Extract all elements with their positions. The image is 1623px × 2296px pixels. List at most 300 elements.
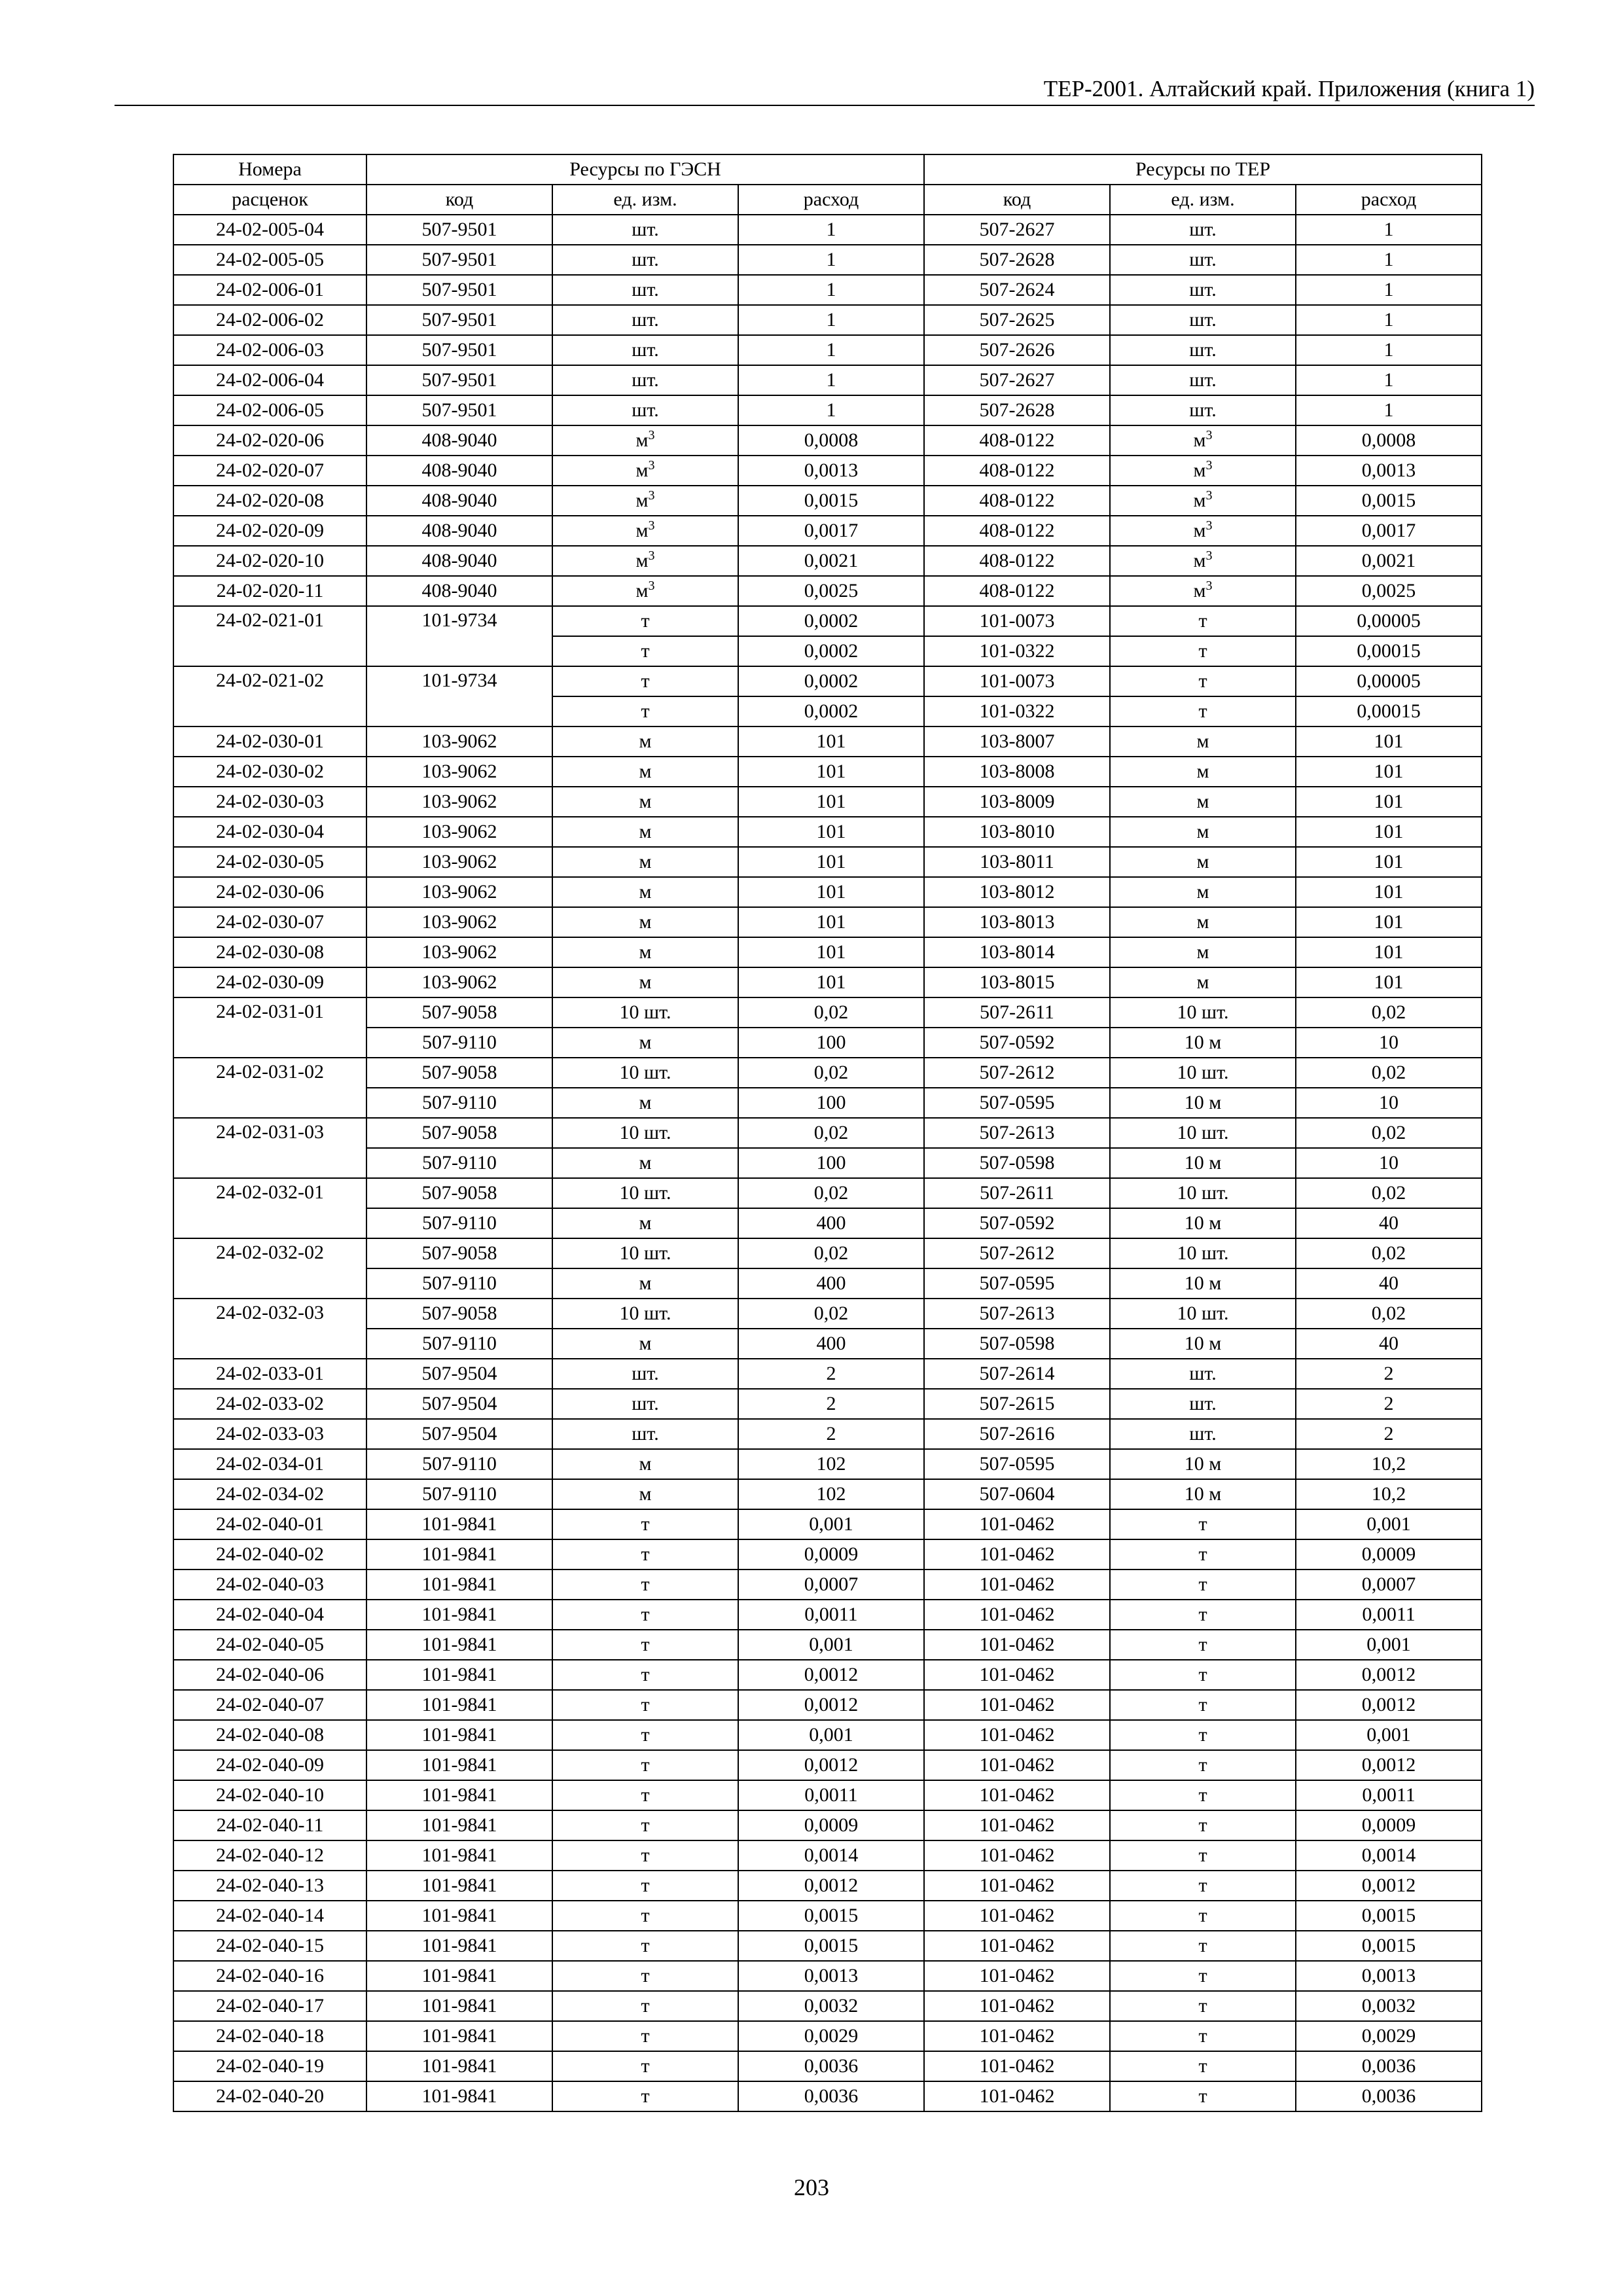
table-row	[173, 1419, 1482, 1449]
rate-number-cell: 24-02-020-11	[173, 576, 366, 606]
ter-unit-cell: т	[1110, 1931, 1296, 1961]
gesn-code-cell: 507-9110	[366, 1268, 552, 1299]
gesn-unit-cell: т	[552, 636, 738, 666]
gesn-unit-cell: т	[552, 696, 738, 726]
gesn-qty-cell: 0,02	[738, 1118, 924, 1148]
ter-code-cell: 101-0462	[924, 1840, 1110, 1871]
ter-qty-cell: 0,0012	[1296, 1690, 1482, 1720]
gesn-qty-cell: 101	[738, 907, 924, 937]
table-row	[173, 456, 1482, 486]
ter-unit-cell: т	[1110, 1901, 1296, 1931]
gesn-unit-cell: $м^3$	[552, 546, 738, 576]
table-row	[173, 275, 1482, 305]
table-row	[173, 2021, 1482, 2051]
gesn-qty-cell: 0,0002	[738, 666, 924, 696]
gesn-unit-cell: м	[552, 757, 738, 787]
gesn-code-cell: 507-9501	[366, 215, 552, 245]
ter-unit-cell: т	[1110, 696, 1296, 726]
ter-unit-cell: 10 шт.	[1110, 1118, 1296, 1148]
rate-number-cell: 24-02-030-03	[173, 787, 366, 817]
rate-number-cell: 24-02-021-01	[173, 606, 366, 666]
gesn-code-cell: 507-9110	[366, 1329, 552, 1359]
table-row	[173, 1118, 1482, 1148]
ter-code-cell: 408-0122	[924, 456, 1110, 486]
ter-qty-cell: 0,00015	[1296, 636, 1482, 666]
gesn-qty-cell: 2	[738, 1419, 924, 1449]
header-ter-code: код	[924, 185, 1110, 215]
table-row	[173, 1268, 1482, 1299]
ter-unit-cell: шт.	[1110, 245, 1296, 275]
ter-code-cell: 507-2613	[924, 1118, 1110, 1148]
ter-unit-cell: шт.	[1110, 275, 1296, 305]
gesn-qty-cell: 0,0015	[738, 1901, 924, 1931]
gesn-unit-cell: 10 шт.	[552, 1118, 738, 1148]
rate-number-cell: 24-02-040-08	[173, 1720, 366, 1750]
gesn-qty-cell: 0,02	[738, 1238, 924, 1268]
ter-unit-cell: м	[1110, 817, 1296, 847]
gesn-qty-cell: 0,0011	[738, 1780, 924, 1810]
table-row	[173, 2081, 1482, 2111]
gesn-unit-cell: т	[552, 2021, 738, 2051]
gesn-code-cell: 507-9501	[366, 365, 552, 395]
table-row	[173, 516, 1482, 546]
gesn-unit-cell: м	[552, 1028, 738, 1058]
ter-qty-cell: 10,2	[1296, 1449, 1482, 1479]
ter-code-cell: 103-8011	[924, 847, 1110, 877]
ter-qty-cell: 0,0029	[1296, 2021, 1482, 2051]
table-header-row-1	[173, 154, 1482, 185]
ter-code-cell: 101-0462	[924, 1901, 1110, 1931]
ter-code-cell: 101-0462	[924, 1570, 1110, 1600]
gesn-qty-cell: 0,0011	[738, 1600, 924, 1630]
gesn-code-cell: 408-9040	[366, 546, 552, 576]
gesn-qty-cell: 1	[738, 335, 924, 365]
table-row	[173, 1178, 1482, 1208]
table-row	[173, 1931, 1482, 1961]
ter-code-cell: 101-0462	[924, 1509, 1110, 1539]
ter-code-cell: 101-0322	[924, 696, 1110, 726]
header-ter-qty: расход	[1296, 185, 1482, 215]
ter-unit-cell: т	[1110, 1600, 1296, 1630]
gesn-unit-cell: т	[552, 1570, 738, 1600]
gesn-qty-cell: 0,0002	[738, 606, 924, 636]
gesn-unit-cell: т	[552, 1539, 738, 1570]
gesn-code-cell: 101-9841	[366, 1539, 552, 1570]
rate-number-cell: 24-02-020-08	[173, 486, 366, 516]
ter-unit-cell: $м^3$	[1110, 486, 1296, 516]
gesn-code-cell: 101-9841	[366, 1871, 552, 1901]
ter-code-cell: 507-2616	[924, 1419, 1110, 1449]
gesn-unit-cell: т	[552, 1901, 738, 1931]
table-row	[173, 1449, 1482, 1479]
ter-unit-cell: $м^3$	[1110, 456, 1296, 486]
ter-unit-cell: т	[1110, 2051, 1296, 2081]
gesn-unit-cell: т	[552, 2081, 738, 2111]
ter-qty-cell: 0,0032	[1296, 1991, 1482, 2021]
gesn-code-cell: 507-9058	[366, 1178, 552, 1208]
resources-table	[173, 154, 1482, 2112]
ter-unit-cell: т	[1110, 1570, 1296, 1600]
ter-code-cell: 101-0462	[924, 2051, 1110, 2081]
gesn-qty-cell: 1	[738, 245, 924, 275]
ter-code-cell: 507-2615	[924, 1389, 1110, 1419]
ter-unit-cell: т	[1110, 1840, 1296, 1871]
gesn-code-cell: 507-9504	[366, 1419, 552, 1449]
gesn-unit-cell: т	[552, 606, 738, 636]
gesn-code-cell: 408-9040	[366, 456, 552, 486]
rate-number-cell: 24-02-040-15	[173, 1931, 366, 1961]
ter-qty-cell: 0,0008	[1296, 425, 1482, 456]
gesn-unit-cell: т	[552, 1991, 738, 2021]
table-row	[173, 425, 1482, 456]
ter-qty-cell: 101	[1296, 937, 1482, 967]
ter-unit-cell: м	[1110, 877, 1296, 907]
gesn-unit-cell: м	[552, 1329, 738, 1359]
rate-number-cell: 24-02-021-02	[173, 666, 366, 726]
gesn-code-cell: 507-9110	[366, 1088, 552, 1118]
gesn-qty-cell: 0,0012	[738, 1750, 924, 1780]
ter-unit-cell: т	[1110, 1690, 1296, 1720]
gesn-unit-cell: $м^3$	[552, 576, 738, 606]
ter-code-cell: 103-8010	[924, 817, 1110, 847]
table-row	[173, 1720, 1482, 1750]
gesn-unit-cell: т	[552, 1780, 738, 1810]
gesn-code-cell: 408-9040	[366, 576, 552, 606]
gesn-qty-cell: 102	[738, 1449, 924, 1479]
ter-unit-cell: м	[1110, 907, 1296, 937]
table-row	[173, 215, 1482, 245]
ter-unit-cell: 10 м	[1110, 1449, 1296, 1479]
gesn-unit-cell: т	[552, 1840, 738, 1871]
ter-unit-cell: $м^3$	[1110, 576, 1296, 606]
ter-qty-cell: 0,0036	[1296, 2051, 1482, 2081]
table-row	[173, 847, 1482, 877]
header-rate-numbers: Номера	[173, 154, 366, 185]
ter-qty-cell: 1	[1296, 335, 1482, 365]
gesn-unit-cell: 10 шт.	[552, 1238, 738, 1268]
header-rule	[115, 105, 1535, 106]
ter-qty-cell: 2	[1296, 1419, 1482, 1449]
gesn-qty-cell: 0,02	[738, 1299, 924, 1329]
gesn-unit-cell: шт.	[552, 275, 738, 305]
gesn-code-cell: 103-9062	[366, 847, 552, 877]
ter-qty-cell: 101	[1296, 877, 1482, 907]
rate-number-cell: 24-02-040-07	[173, 1690, 366, 1720]
table-row	[173, 1479, 1482, 1509]
rate-number-cell: 24-02-006-01	[173, 275, 366, 305]
gesn-unit-cell: м	[552, 1088, 738, 1118]
rate-number-cell: 24-02-040-16	[173, 1961, 366, 1991]
ter-qty-cell: 1	[1296, 365, 1482, 395]
table-row	[173, 576, 1482, 606]
gesn-code-cell: 507-9110	[366, 1208, 552, 1238]
rate-number-cell: 24-02-032-02	[173, 1238, 366, 1299]
rate-number-cell: 24-02-006-04	[173, 365, 366, 395]
gesn-qty-cell: 400	[738, 1268, 924, 1299]
ter-code-cell: 507-2612	[924, 1238, 1110, 1268]
table-row	[173, 1058, 1482, 1088]
gesn-code-cell: 101-9841	[366, 1509, 552, 1539]
gesn-qty-cell: 0,0032	[738, 1991, 924, 2021]
gesn-code-cell: 103-9062	[366, 817, 552, 847]
gesn-code-cell: 103-9062	[366, 937, 552, 967]
gesn-unit-cell: т	[552, 1690, 738, 1720]
ter-qty-cell: 0,02	[1296, 1238, 1482, 1268]
gesn-code-cell: 101-9841	[366, 1660, 552, 1690]
gesn-unit-cell: м	[552, 967, 738, 997]
table-row	[173, 2051, 1482, 2081]
gesn-qty-cell: 0,001	[738, 1509, 924, 1539]
gesn-code-cell: 101-9841	[366, 1840, 552, 1871]
header-rates: расценок	[173, 185, 366, 215]
ter-qty-cell: 0,0021	[1296, 546, 1482, 576]
ter-qty-cell: 0,0015	[1296, 486, 1482, 516]
gesn-unit-cell: шт.	[552, 245, 738, 275]
gesn-unit-cell: шт.	[552, 1359, 738, 1389]
rate-number-cell: 24-02-040-13	[173, 1871, 366, 1901]
gesn-unit-cell: шт.	[552, 305, 738, 335]
table-row	[173, 907, 1482, 937]
gesn-code-cell: 507-9058	[366, 1238, 552, 1268]
ter-qty-cell: 0,001	[1296, 1630, 1482, 1660]
gesn-code-cell: 103-9062	[366, 877, 552, 907]
rate-number-cell: 24-02-030-07	[173, 907, 366, 937]
ter-code-cell: 507-2614	[924, 1359, 1110, 1389]
gesn-qty-cell: 2	[738, 1389, 924, 1419]
rate-number-cell: 24-02-030-05	[173, 847, 366, 877]
ter-unit-cell: т	[1110, 1810, 1296, 1840]
gesn-code-cell: 101-9841	[366, 2051, 552, 2081]
ter-unit-cell: м	[1110, 757, 1296, 787]
ter-qty-cell: 10,2	[1296, 1479, 1482, 1509]
table-row	[173, 666, 1482, 696]
gesn-code-cell: 507-9501	[366, 335, 552, 365]
ter-code-cell: 507-2627	[924, 365, 1110, 395]
gesn-qty-cell: 0,02	[738, 997, 924, 1028]
gesn-unit-cell: $м^3$	[552, 456, 738, 486]
table-row	[173, 787, 1482, 817]
rate-number-cell: 24-02-030-06	[173, 877, 366, 907]
gesn-qty-cell: 101	[738, 787, 924, 817]
ter-qty-cell: 0,0036	[1296, 2081, 1482, 2111]
ter-qty-cell: 0,02	[1296, 1178, 1482, 1208]
rate-number-cell: 24-02-020-06	[173, 425, 366, 456]
gesn-unit-cell: $м^3$	[552, 425, 738, 456]
ter-code-cell: 101-0073	[924, 666, 1110, 696]
rate-number-cell: 24-02-032-01	[173, 1178, 366, 1238]
gesn-unit-cell: шт.	[552, 1419, 738, 1449]
gesn-qty-cell: 0,0017	[738, 516, 924, 546]
header-ter-unit: ед. изм.	[1110, 185, 1296, 215]
table-row	[173, 997, 1482, 1028]
rate-number-cell: 24-02-020-07	[173, 456, 366, 486]
ter-unit-cell: м	[1110, 967, 1296, 997]
gesn-qty-cell: 0,0012	[738, 1871, 924, 1901]
ter-code-cell: 507-0598	[924, 1148, 1110, 1178]
ter-code-cell: 103-8014	[924, 937, 1110, 967]
gesn-code-cell: 507-9058	[366, 997, 552, 1028]
gesn-unit-cell: м	[552, 1148, 738, 1178]
gesn-unit-cell: шт.	[552, 215, 738, 245]
table-row	[173, 1088, 1482, 1118]
ter-unit-cell: $м^3$	[1110, 516, 1296, 546]
ter-code-cell: 408-0122	[924, 546, 1110, 576]
gesn-qty-cell: 0,0009	[738, 1810, 924, 1840]
ter-qty-cell: 101	[1296, 907, 1482, 937]
table-row	[173, 1961, 1482, 1991]
rate-number-cell: 24-02-040-19	[173, 2051, 366, 2081]
ter-qty-cell: 0,0011	[1296, 1600, 1482, 1630]
ter-unit-cell: т	[1110, 1991, 1296, 2021]
gesn-qty-cell: 400	[738, 1329, 924, 1359]
header-gesn-qty: расход	[738, 185, 924, 215]
ter-qty-cell: 1	[1296, 275, 1482, 305]
gesn-unit-cell: м	[552, 877, 738, 907]
ter-code-cell: 507-2626	[924, 335, 1110, 365]
gesn-unit-cell: т	[552, 1871, 738, 1901]
rate-number-cell: 24-02-020-10	[173, 546, 366, 576]
ter-code-cell: 507-2625	[924, 305, 1110, 335]
rate-number-cell: 24-02-031-01	[173, 997, 366, 1058]
gesn-unit-cell: м	[552, 907, 738, 937]
ter-code-cell: 101-0462	[924, 1600, 1110, 1630]
ter-unit-cell: 10 м	[1110, 1028, 1296, 1058]
gesn-qty-cell: 1	[738, 395, 924, 425]
gesn-code-cell: 408-9040	[366, 516, 552, 546]
ter-qty-cell: 40	[1296, 1329, 1482, 1359]
ter-qty-cell: 0,00015	[1296, 696, 1482, 726]
table-row	[173, 395, 1482, 425]
rate-number-cell: 24-02-030-08	[173, 937, 366, 967]
ter-unit-cell: $м^3$	[1110, 546, 1296, 576]
gesn-unit-cell: т	[552, 1961, 738, 1991]
ter-code-cell: 101-0462	[924, 2081, 1110, 2111]
ter-code-cell: 507-0604	[924, 1479, 1110, 1509]
gesn-qty-cell: 0,0009	[738, 1539, 924, 1570]
ter-unit-cell: м	[1110, 847, 1296, 877]
header-gesn-unit: ед. изм.	[552, 185, 738, 215]
rate-number-cell: 24-02-033-03	[173, 1419, 366, 1449]
ter-unit-cell: т	[1110, 1509, 1296, 1539]
ter-qty-cell: 1	[1296, 245, 1482, 275]
ter-code-cell: 408-0122	[924, 486, 1110, 516]
gesn-code-cell: 101-9841	[366, 1570, 552, 1600]
table-row	[173, 486, 1482, 516]
gesn-unit-cell: м	[552, 817, 738, 847]
ter-unit-cell: 10 шт.	[1110, 1058, 1296, 1088]
rate-number-cell: 24-02-033-01	[173, 1359, 366, 1389]
rate-number-cell: 24-02-040-18	[173, 2021, 366, 2051]
ter-unit-cell: т	[1110, 606, 1296, 636]
gesn-code-cell: 408-9040	[366, 425, 552, 456]
ter-unit-cell: шт.	[1110, 1419, 1296, 1449]
rate-number-cell: 24-02-040-14	[173, 1901, 366, 1931]
rate-number-cell: 24-02-040-05	[173, 1630, 366, 1660]
gesn-qty-cell: 0,0015	[738, 486, 924, 516]
ter-qty-cell: 0,0011	[1296, 1780, 1482, 1810]
gesn-qty-cell: 0,0013	[738, 1961, 924, 1991]
table-row	[173, 305, 1482, 335]
ter-code-cell: 103-8009	[924, 787, 1110, 817]
gesn-qty-cell: 0,0013	[738, 456, 924, 486]
gesn-unit-cell: 10 шт.	[552, 997, 738, 1028]
gesn-code-cell: 101-9841	[366, 1630, 552, 1660]
gesn-code-cell: 101-9841	[366, 1810, 552, 1840]
gesn-code-cell: 103-9062	[366, 907, 552, 937]
ter-code-cell: 507-0595	[924, 1449, 1110, 1479]
ter-code-cell: 101-0462	[924, 1780, 1110, 1810]
table-row	[173, 1630, 1482, 1660]
gesn-code-cell: 507-9501	[366, 275, 552, 305]
ter-unit-cell: т	[1110, 2081, 1296, 2111]
gesn-code-cell: 101-9841	[366, 1991, 552, 2021]
ter-qty-cell: 0,00005	[1296, 606, 1482, 636]
gesn-qty-cell: 101	[738, 757, 924, 787]
gesn-code-cell: 103-9062	[366, 726, 552, 757]
gesn-unit-cell: м	[552, 937, 738, 967]
ter-unit-cell: т	[1110, 1720, 1296, 1750]
ter-unit-cell: 10 м	[1110, 1088, 1296, 1118]
rate-number-cell: 24-02-006-03	[173, 335, 366, 365]
ter-code-cell: 507-2613	[924, 1299, 1110, 1329]
ter-code-cell: 101-0462	[924, 1660, 1110, 1690]
ter-code-cell: 507-2624	[924, 275, 1110, 305]
ter-code-cell: 101-0462	[924, 2021, 1110, 2051]
gesn-code-cell: 101-9841	[366, 2021, 552, 2051]
ter-qty-cell: 0,0007	[1296, 1570, 1482, 1600]
table-row	[173, 1901, 1482, 1931]
gesn-qty-cell: 0,0029	[738, 2021, 924, 2051]
gesn-qty-cell: 0,0014	[738, 1840, 924, 1871]
gesn-unit-cell: т	[552, 2051, 738, 2081]
gesn-unit-cell: т	[552, 1660, 738, 1690]
gesn-qty-cell: 0,0002	[738, 696, 924, 726]
ter-qty-cell: 0,0015	[1296, 1901, 1482, 1931]
ter-code-cell: 101-0073	[924, 606, 1110, 636]
ter-unit-cell: $м^3$	[1110, 425, 1296, 456]
ter-qty-cell: 0,0012	[1296, 1750, 1482, 1780]
ter-unit-cell: шт.	[1110, 335, 1296, 365]
gesn-code-cell: 507-9058	[366, 1118, 552, 1148]
ter-qty-cell: 0,0009	[1296, 1810, 1482, 1840]
gesn-qty-cell: 0,0015	[738, 1931, 924, 1961]
rate-number-cell: 24-02-040-04	[173, 1600, 366, 1630]
gesn-code-cell: 101-9841	[366, 1750, 552, 1780]
ter-code-cell: 101-0462	[924, 1961, 1110, 1991]
ter-unit-cell: м	[1110, 787, 1296, 817]
ter-code-cell: 507-2628	[924, 395, 1110, 425]
ter-unit-cell: шт.	[1110, 365, 1296, 395]
gesn-unit-cell: 10 шт.	[552, 1178, 738, 1208]
gesn-qty-cell: 0,0036	[738, 2081, 924, 2111]
ter-qty-cell: 101	[1296, 726, 1482, 757]
gesn-code-cell: 101-9841	[366, 1720, 552, 1750]
gesn-code-cell: 507-9058	[366, 1299, 552, 1329]
gesn-qty-cell: 2	[738, 1359, 924, 1389]
gesn-unit-cell: т	[552, 1509, 738, 1539]
table-row	[173, 1871, 1482, 1901]
gesn-code-cell: 101-9841	[366, 1931, 552, 1961]
ter-code-cell: 101-0462	[924, 1991, 1110, 2021]
ter-code-cell: 507-2611	[924, 997, 1110, 1028]
ter-qty-cell: 0,0015	[1296, 1931, 1482, 1961]
ter-qty-cell: 101	[1296, 967, 1482, 997]
gesn-qty-cell: 101	[738, 877, 924, 907]
ter-qty-cell: 0,02	[1296, 997, 1482, 1028]
gesn-qty-cell: 0,001	[738, 1720, 924, 1750]
ter-qty-cell: 2	[1296, 1359, 1482, 1389]
gesn-qty-cell: 1	[738, 215, 924, 245]
